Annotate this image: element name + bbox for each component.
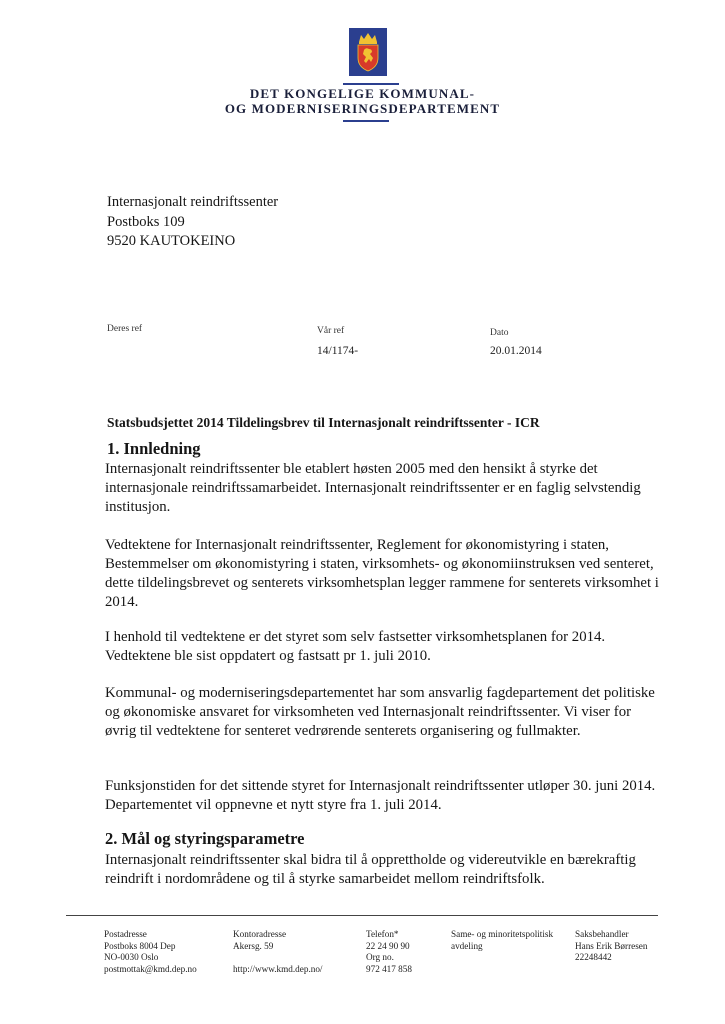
dato-value: 20.01.2014 (490, 345, 542, 357)
footer-saksbehandler (575, 929, 647, 964)
recipient-name: Internasjonalt reindriftssenter (107, 194, 279, 210)
saksbehandler-name: Hans Erik Børresen (575, 940, 648, 951)
footer-kontoradresse (233, 929, 323, 975)
footer-telefon (366, 929, 412, 975)
var-ref-value: 14/1174- (317, 345, 359, 357)
deres-ref-label: Deres ref (107, 324, 143, 334)
recipient-postbox: Postboks 109 (107, 213, 185, 230)
kontoradresse-label: Kontoradresse (233, 929, 287, 939)
footer-postadresse (104, 929, 197, 975)
ministry-name-line1: DET KONGELIGE KOMMUNAL- (249, 86, 476, 101)
postadresse-email[interactable]: postmottak@kmd.dep.no (104, 963, 197, 974)
telefon-number: 22 24 90 90 (366, 940, 410, 951)
section2-heading: 2. Mål og styringsparametre (105, 829, 305, 848)
avdeling-line1: Same- og minoritetspolitisk (451, 929, 554, 939)
telefon-label: Telefon* (366, 929, 399, 939)
header-rule-top (343, 83, 399, 85)
letter-subject: Statsbudsjettet 2014 Tildelingsbrev til Internasjonalt reindriftssenter - ICR (107, 415, 540, 430)
org-no-value: 972 417 858 (366, 963, 412, 974)
recipient-address (107, 193, 278, 252)
var-ref-label: Vår ref (317, 326, 345, 336)
dato-label: Dato (490, 328, 509, 338)
section1-paragraph-2: Vedtektene for Internasjonalt reindriftssenter, Reglement for økonomistyring i staten, Bestemmelser om økonomistyring i staten, virksomhets- og økonomiinstruksen ved senteret, dette tildelingsbrevet og senterets virksomhetsplan legger rammene for senterets virksomhet i 2014. (105, 537, 659, 610)
royal-crest-icon (349, 28, 387, 76)
footer-divider (66, 915, 658, 916)
kontoradresse-line1: Akersg. 59 (233, 940, 274, 951)
saksbehandler-label: Saksbehandler (575, 929, 629, 939)
recipient-city: 9520 KAUTOKEINO (107, 233, 236, 249)
section1-heading: 1. Innledning (107, 439, 201, 458)
org-no-label: Org no. (366, 952, 394, 962)
ministry-name-line2: OG MODERNISERINGSDEPARTEMENT (224, 101, 501, 116)
section1-paragraph-4: Kommunal- og moderniseringsdepartementet har som ansvarlig fagdepartement det politiske og økonomiske ansvaret for virksomheten ved Internasjonalt reindriftssenter. Vi viser for øvrig til vedtektene for senteret vedrørende senterets organisering og fullmakter. (105, 685, 655, 739)
kontoradresse-url[interactable]: http://www.kmd.dep.no/ (233, 963, 323, 974)
saksbehandler-phone: 22248442 (575, 952, 612, 962)
postadresse-line1: Postboks 8004 Dep (104, 940, 176, 951)
section1-paragraph-3: I henhold til vedtektene er det styret som selv fastsetter virksomhetsplanen for 2014. Vedtektene ble sist oppdatert og fastsatt pr 1. juli 2010. (105, 629, 606, 664)
section1-paragraph-5: Funksjonstiden for det sittende styret for Internasjonalt reindriftssenter utløper 30. juni 2014. Departementet vil oppnevne et nytt styre fra 1. juli 2014. (105, 778, 656, 813)
postadresse-line2: NO-0030 Oslo (104, 952, 159, 962)
postadresse-label: Postadresse (104, 929, 147, 939)
section1-paragraph-1: Internasjonalt reindriftssenter ble etablert høsten 2005 med den hensikt å styrke det internasjonale reindriftssamarbeidet. Internasjonalt reindriftssenter er en faglig selvstendig institusjon. (105, 461, 641, 515)
footer-avdeling (451, 929, 553, 952)
avdeling-line2: avdeling (451, 940, 483, 951)
section2-paragraph-1: Internasjonalt reindriftssenter skal bidra til å opprettholde og videreutvikle en bærekraftig reindrift i nordområdene og til å styrke samarbeidet mellom reindriftsfolk. (105, 852, 636, 887)
header-rule-bottom (343, 120, 389, 122)
